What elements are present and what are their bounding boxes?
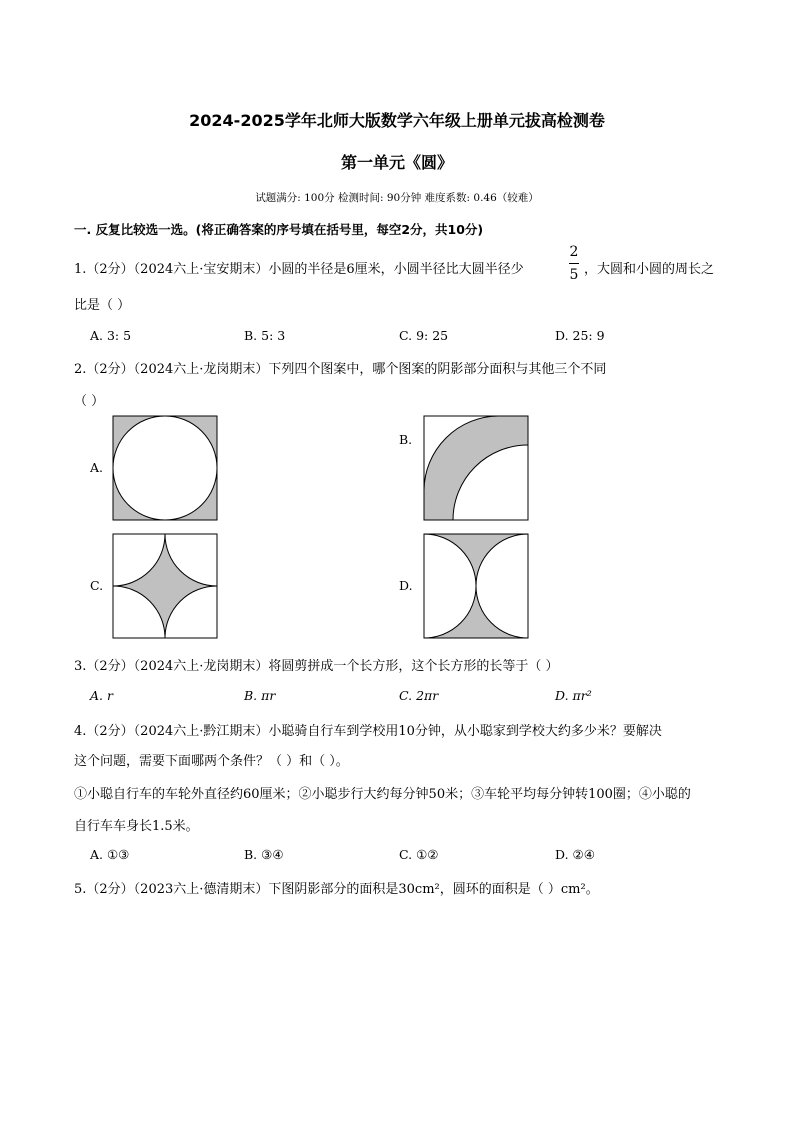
q2-label-c: C. — [90, 578, 104, 593]
q4-option-d: D. ②④ — [555, 847, 595, 862]
q1-option-a: A. 3: 5 — [90, 328, 132, 343]
unit-title: 第一单元《圆》 — [340, 153, 453, 172]
q4-line1: 4.（2分）（2024六上·黔江期末）小聪骑自行车到学校用10分钟，从小聪家到学校大约多少米？要解决 — [74, 724, 662, 739]
q1-line2: 比是（ ） — [74, 298, 131, 313]
q3-option-d: D. πr² — [555, 688, 592, 703]
q4-line4: 自行车车身长1.5米。 — [74, 819, 199, 834]
q1-line1-post: ，大圆和小圆的周长之 — [584, 262, 715, 277]
q2-label-b: B. — [399, 432, 413, 447]
q1-option-b: B. 5: 3 — [244, 328, 286, 343]
q1-line1-pre: 1.（2分）（2024六上·宝安期末）小圆的半径是6厘米，小圆半径比大圆半径少 — [74, 262, 524, 277]
figure-a-circle-in-square — [112, 415, 218, 521]
figure-d-two-semicircles — [423, 533, 529, 639]
q1-fraction-numerator: 2 — [569, 244, 579, 260]
q4-option-b: B. ③④ — [244, 847, 284, 862]
q2-line2: （ ） — [74, 394, 105, 409]
q1-fraction-denominator: 5 — [569, 267, 579, 283]
figure-c-four-quarter-circles — [112, 533, 218, 639]
q4-line2: 这个问题，需要下面哪两个条件？（ ）和（ ）。 — [74, 754, 349, 769]
exam-info: 试题满分: 100分 检测时间: 90分钟 难度系数: 0.46（较难） — [255, 192, 539, 204]
q1-option-d: D. 25: 9 — [555, 328, 605, 343]
q3-option-c: C. 2πr — [399, 688, 439, 703]
figure-b-quarter-circles — [423, 415, 529, 521]
q4-line3: ①小聪自行车的车轮外直径约60厘米；②小聪步行大约每分钟50米；③车轮平均每分钟转100圈；④小聪的 — [74, 787, 691, 802]
q2-line1: 2.（2分）（2024六上·龙岗期末）下列四个图案中，哪个图案的阴影部分面积与其他三个不同 — [74, 362, 607, 377]
q3-option-a: A. r — [90, 688, 113, 703]
q1-fraction-bar — [569, 263, 579, 264]
q4-option-c: C. ①② — [399, 847, 439, 862]
q1-option-c: C. 9: 25 — [399, 328, 449, 343]
q2-label-a: A. — [90, 460, 104, 475]
section-heading: 一. 反复比较选一选。(将正确答案的序号填在括号里，每空2分，共10分) — [74, 222, 484, 237]
page-title: 2024-2025学年北师大版数学六年级上册单元拔高检测卷 — [189, 111, 605, 130]
q3-line1: 3.（2分）（2024六上·龙岗期末）将圆剪拼成一个长方形，这个长方形的长等于（ ） — [74, 659, 559, 674]
q3-option-b: B. πr — [244, 688, 276, 703]
q2-label-d: D. — [399, 578, 413, 593]
q4-option-a: A. ①③ — [90, 847, 130, 862]
q5-line1: 5.（2分）（2023六上·德清期末）下图阴影部分的面积是30cm²，圆环的面积是（ ）cm²。 — [74, 882, 599, 897]
